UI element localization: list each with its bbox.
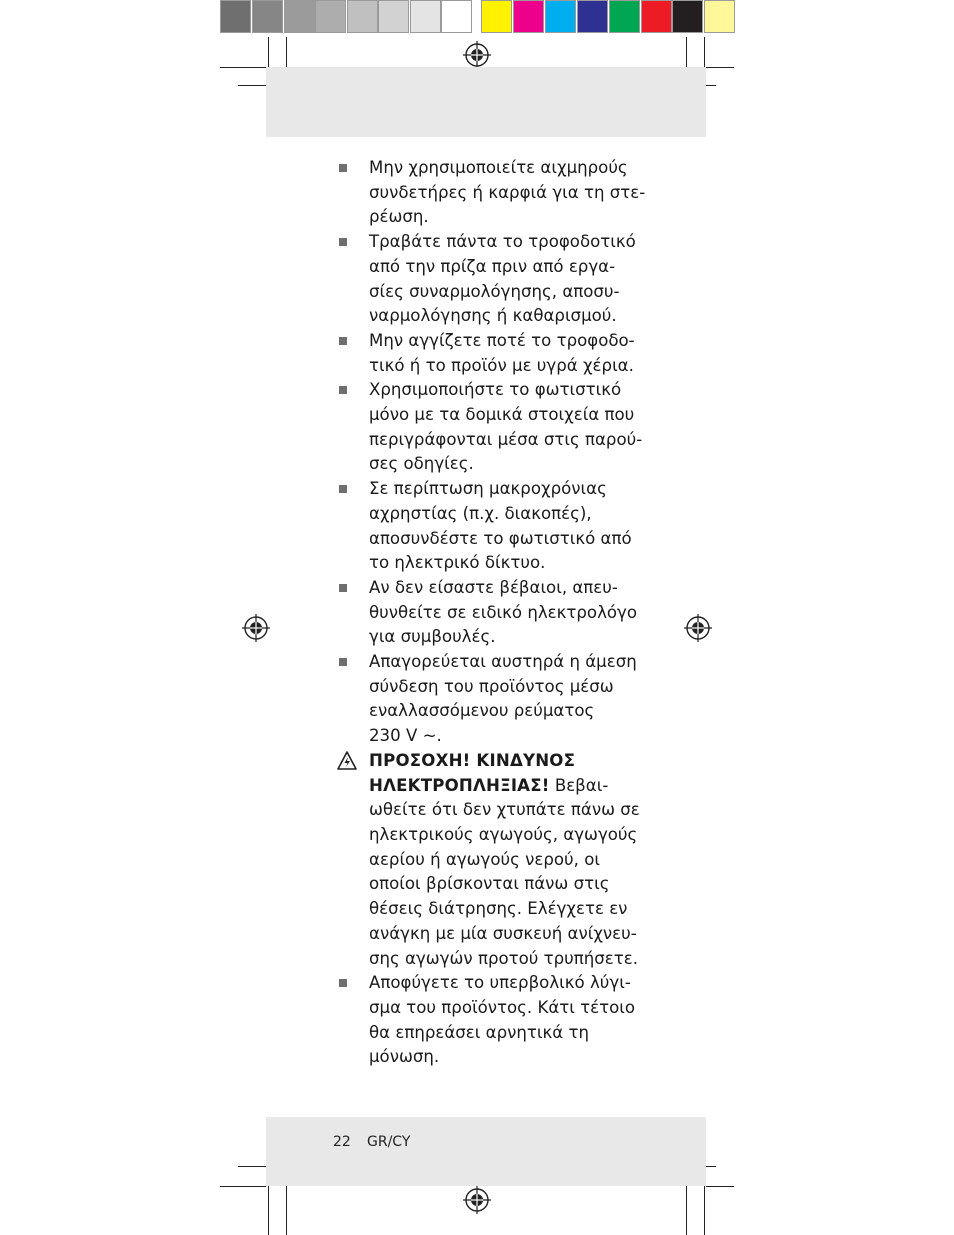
header-band <box>266 67 706 137</box>
grey-swatch <box>284 0 315 33</box>
text-line: 230 V ~. <box>369 726 442 746</box>
bullet-square-icon <box>339 658 347 666</box>
bullet-square-icon <box>339 337 347 345</box>
text-line: περιγράφονται μέσα στις παρού- <box>369 429 643 449</box>
warning-line <box>369 774 627 799</box>
color-swatch <box>577 0 608 33</box>
text-line: ανάγκη με μία συσκευή ανίχνευ- <box>369 923 637 943</box>
text-line: θυνθείτε σε ειδικό ηλεκτρολόγο <box>369 602 638 622</box>
bullet-item <box>337 576 638 650</box>
bullet-item <box>337 329 635 378</box>
text-line: ρέωση. <box>369 207 429 227</box>
grey-swatch <box>347 0 378 33</box>
text-line: για συμβουλές. <box>369 627 496 647</box>
bullet-item <box>337 156 646 230</box>
grey-swatch <box>410 0 441 33</box>
text-line: Αν δεν είσαστε βέβαιοι, απευ- <box>369 577 618 597</box>
color-swatch <box>481 0 512 33</box>
bullet-square-icon <box>339 386 347 394</box>
color-swatch <box>545 0 576 33</box>
color-swatch <box>704 0 735 33</box>
text-line: αποσυνδέστε το φωτιστικό από <box>369 528 632 548</box>
footer-band <box>266 1117 706 1186</box>
text-line: μόνο με τα δομικά στοιχεία που <box>369 405 635 425</box>
registration-mark-icon <box>684 614 712 642</box>
text-line: Τραβάτε πάντα το τροφοδοτικό <box>369 232 636 252</box>
text-line: σες οδηγίες. <box>369 454 474 474</box>
bullet-item <box>337 378 643 477</box>
text-line: ηλεκτρικούς αγωγούς, αγωγούς <box>369 824 638 844</box>
text-line: σμα του προϊόντος. Κάτι τέτοιο <box>369 997 636 1017</box>
text-line: Μην αγγίζετε ποτέ το τροφοδο- <box>369 330 635 350</box>
text-line: θα επηρεάσει αρνητικά τη <box>369 1022 590 1042</box>
bullet-item <box>337 650 637 749</box>
text-line: ναρμολόγησης ή καθαρισμού. <box>369 306 617 326</box>
warning-heading: ΠΡΟΣΟΧΗ! ΚΙΝΔΥΝΟΣ <box>369 750 576 770</box>
grey-swatch <box>441 0 472 33</box>
grey-swatch <box>252 0 283 33</box>
locale-label: GR/CY <box>367 1134 411 1150</box>
text-line: Αποφύγετε το υπερβολικό λύγι- <box>369 973 631 993</box>
bullet-item <box>337 230 636 329</box>
warning-heading: ΗΛΕΚΤΡΟΠΛΗΞΙΑΣ! <box>369 775 550 795</box>
bullet-square-icon <box>339 238 347 246</box>
text-line: Σε περίπτωση μακροχρόνιας <box>369 479 607 499</box>
bullet-square-icon <box>339 584 347 592</box>
text-line: θέσεις διάτρησης. Ελέγχετε εν <box>369 899 628 919</box>
grey-swatch <box>315 0 346 33</box>
bullet-square-icon <box>339 979 347 987</box>
text-line: αερίου ή αγωγούς νερού, οι <box>369 849 600 869</box>
text-line: ωθείτε ότι δεν χτυπάτε πάνω σε <box>369 800 640 820</box>
text-line: Χρησιμοποιήστε το φωτιστικό <box>369 380 622 400</box>
electric-hazard-warning-icon <box>337 751 357 770</box>
page-number: 22 <box>333 1134 351 1150</box>
color-swatch <box>672 0 703 33</box>
text-line: τικό ή το προϊόν με υγρά χέρια. <box>369 355 634 375</box>
text-line: συνδετήρες ή καρφιά για τη στε- <box>369 182 646 202</box>
text-line: το ηλεκτρικό δίκτυο. <box>369 553 546 573</box>
registration-mark-icon <box>463 41 491 69</box>
text-line: εναλλασσόμενου ρεύματος <box>369 701 595 721</box>
bullet-item <box>337 477 632 576</box>
text-line: Μην χρησιμοποιείτε αιχμηρούς <box>369 158 628 177</box>
text-line: σύνδεση του προϊόντος μέσω <box>369 676 614 696</box>
text-line: σης αγωγών προτού τρυπήσετε. <box>369 948 639 968</box>
text-line: οποίοι βρίσκονται πάνω στις <box>369 874 610 894</box>
bullet-square-icon <box>339 164 347 172</box>
registration-mark-icon <box>463 1186 491 1214</box>
color-swatch <box>513 0 544 33</box>
text-line: από την πρίζα πριν από εργα- <box>369 256 616 276</box>
color-swatch <box>641 0 672 33</box>
grey-swatch <box>220 0 251 33</box>
warning-item <box>337 749 640 971</box>
text-line: αχρηστίας (π.χ. διακοπές), <box>369 503 592 523</box>
text-line: Απαγορεύεται αυστηρά η άμεση <box>369 652 637 672</box>
text-line: Βεβαι- <box>549 775 609 795</box>
safety-instructions-list <box>337 156 646 1070</box>
text-line: μόνωση. <box>369 1047 440 1067</box>
bullet-square-icon <box>339 485 347 493</box>
color-swatch <box>609 0 640 33</box>
bullet-item <box>337 971 636 1070</box>
text-line: σίες συναρμολόγησης, αποσυ- <box>369 281 620 301</box>
grey-swatch <box>378 0 409 33</box>
registration-mark-icon <box>242 614 270 642</box>
